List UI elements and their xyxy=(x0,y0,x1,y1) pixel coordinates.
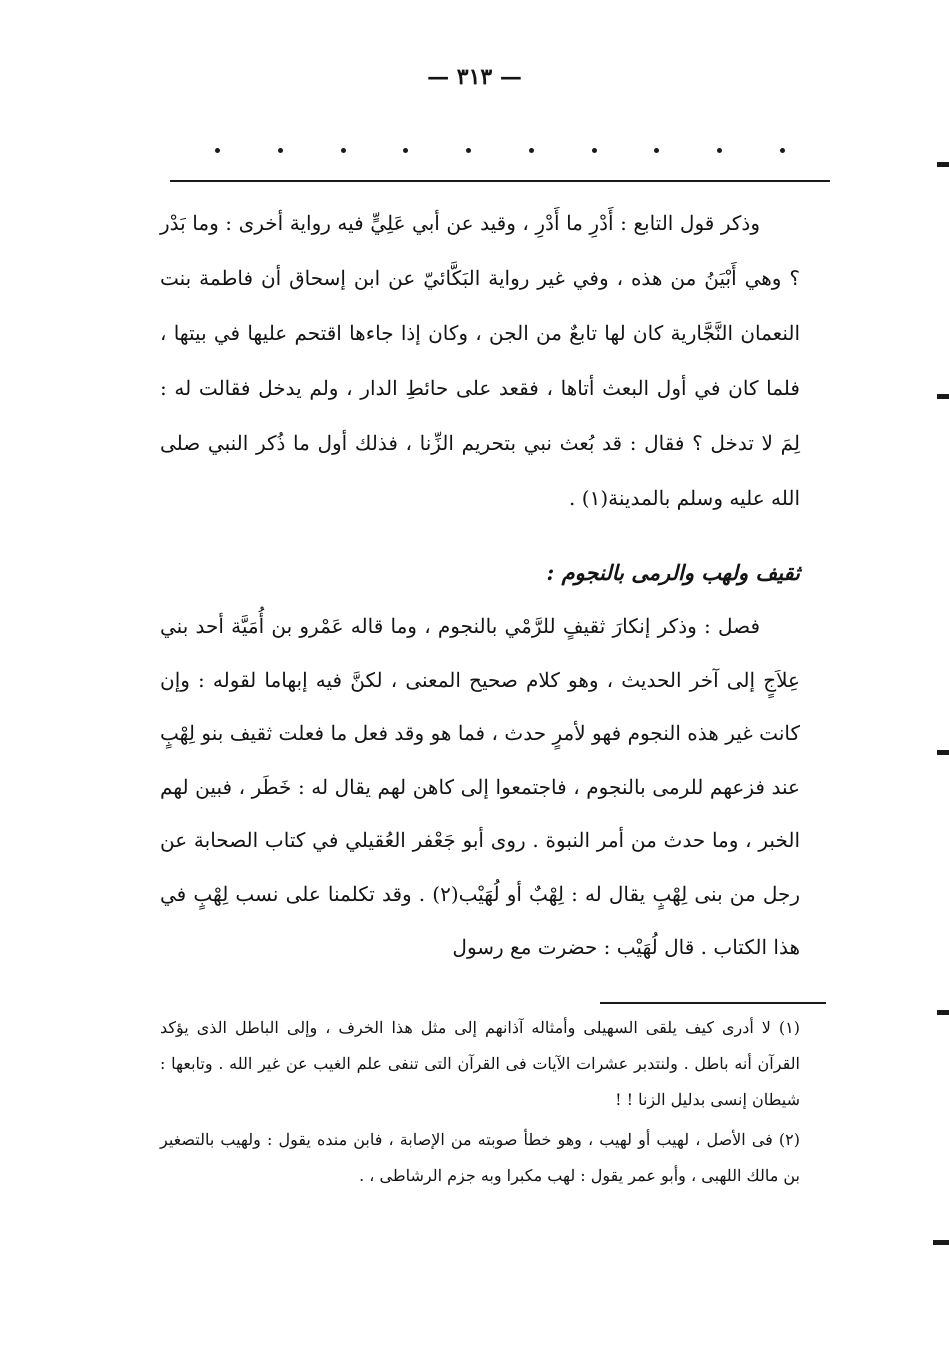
margin-mark xyxy=(937,162,949,167)
footnote-rule xyxy=(600,1002,826,1004)
ornament-dot xyxy=(278,148,283,153)
ornament-dot xyxy=(403,148,408,153)
margin-mark xyxy=(937,394,949,399)
ornament-dot xyxy=(592,148,597,153)
ornament-dot xyxy=(780,148,785,153)
footnote-2: (٢) فى الأصل ، لهيب أو لهيب ، وهو خطأ صوبته من الإصابة ، فابن منده يقول : ولهيب بالتصغير بن مالك اللهبى ، وأبو عمر يقول : لهب مكبرا وبه جزم الرشاطى ، . xyxy=(160,1130,800,1185)
margin-mark xyxy=(937,1010,949,1015)
main-text-block-1 xyxy=(160,196,800,526)
page-number: — ٣١٣ — xyxy=(427,64,522,90)
ornamental-dots-row xyxy=(215,138,785,162)
ornament-dot xyxy=(654,148,659,153)
margin-mark xyxy=(933,1240,949,1245)
footnote-1: (١) لا أدرى كيف يلقى السهيلى وأمثاله آذانهم إلى مثل هذا الخرف ، وإلى الباطل الذى يؤكد القرآن أنه باطل . ولنتدبر عشرات الآيات فى القرآن التى تنفى علم الغيب عن غير الله . وتابعها : شيطان إنسى بدليل الزنا ! ! xyxy=(160,1018,800,1109)
main-text-block-2 xyxy=(160,600,800,975)
margin-mark xyxy=(937,750,949,755)
paragraph-2: فصل : وذكر إنكارَ ثقيفٍ للرَّمْي بالنجوم ، وما قاله عَمْرو بن أُمَيَّة أحد بني عِلاَجٍ إلى آخر الحديث ، وهو كلام صحيح المعنى ، لكنَّ فيه إبهاما لقوله : وإن كانت غير هذه النجوم فهو لأمرٍ حدث ، فما هو وقد فعل ما فعلت ثقيف بنو لِهْبٍ عند فزعهم للرمى بالنجوم ، فاجتمعوا إلى كاهن لهم يقال له : خَطَر ، فبين لهم الخبر ، وما حدث من أمر النبوة . روى أبو جَعْفر العُقيلي في كتاب الصحابة عن رجل من بنى لِهْبٍ يقال له : لِهْبٌ أو لُهَيْب(٢) . وقد تكلمنا على نسب لِهْبٍ في هذا الكتاب . قال لُهَيْب : حضرت مع رسول xyxy=(160,614,800,959)
ornament-dot xyxy=(341,148,346,153)
paragraph-1: وذكر قول التابع : أَدْرِ ما أَدْرِ ، وقيد عن أبي عَلِيٍّ فيه رواية أخرى : وما بَدْر ؟ وهي أَبْيَنُ من هذه ، وفي غير رواية البَكَّائيّ عن ابن إسحاق أن فاطمة بنت النعمان النَّجَّارية كان لها تابعٌ من الجن ، وكان إذا جاءها اقتحم عليها في بيتها ، فلما كان في أول البعث أتاها ، فقعد على حائطِ الدار ، ولم يدخل فقالت له : لِمَ لا تدخل ؟ فقال : قد بُعث نبي بتحريم الزِّنا ، فذلك أول ما ذُكر النبي صلى الله عليه وسلم بالمدينة(١) . xyxy=(160,211,800,510)
ornament-dot xyxy=(215,148,220,153)
footnotes-block xyxy=(160,1010,800,1198)
header-rule xyxy=(170,180,830,182)
ornament-dot xyxy=(529,148,534,153)
section-heading: ثقيف ولهب والرمى بالنجوم : xyxy=(546,560,800,585)
ornament-dot xyxy=(717,148,722,153)
ornament-dot xyxy=(466,148,471,153)
